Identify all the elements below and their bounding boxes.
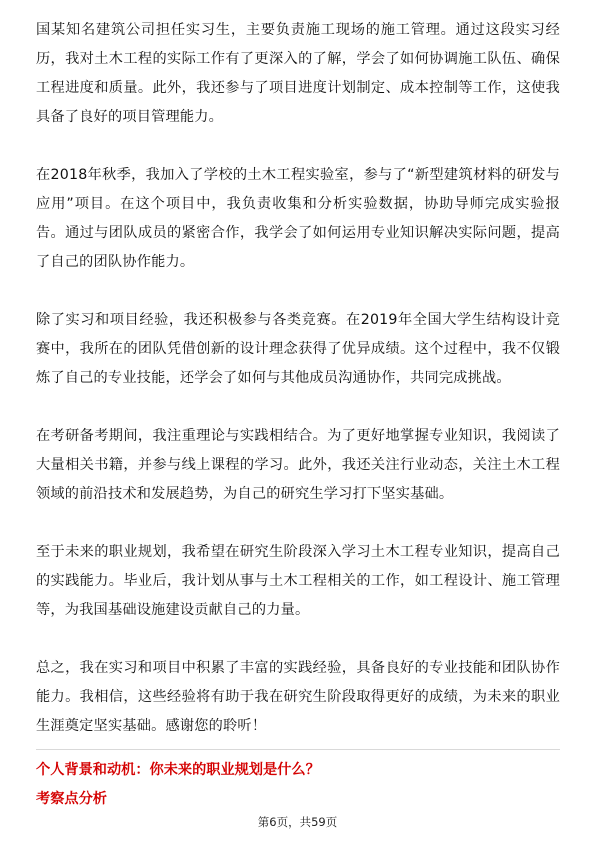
page-number: 第6页，共59页 [257,815,338,829]
question-heading: 个人背景和动机：你未来的职业规划是什么？ [36,762,320,778]
paragraph-career-plan: 至于未来的职业规划，我希望在研究生阶段深入学习土木工程专业知识，提高自己的实践能力。毕业后，我计划从事与土木工程相关的工作，如工程设计、施工管理等，为我国基础设施建设贡献自己的力量。 [36,544,560,618]
document-body [36,16,560,814]
paragraph-exam-prep: 在考研备考期间，我注重理论与实践相结合。为了更好地掌握专业知识，我阅读了大量相关书籍，并参与线上课程的学习。此外，我还关注行业动态，关注土木工程领域的前沿技术和发展趋势，为自己的研究生学习打下坚实基础。 [36,428,560,502]
paragraph-internship: 国某知名建筑公司担任实习生，主要负责施工现场的施工管理。通过这段实习经历，我对土木工程的实际工作有了更深入的了解，学会了如何协调施工队伍、确保工程进度和质量。此外，我还参与了项目进度计划制定、成本控制等工作，这使我具备了良好的项目管理能力。 [36,22,560,125]
analysis-subheading: 考察点分析 [36,791,107,807]
section-divider [36,749,560,750]
paragraph-competition: 除了实习和项目经验，我还积极参与各类竞赛。在2019年全国大学生结构设计竞赛中，我所在的团队凭借创新的设计理念获得了优异成绩。这个过程中，我不仅锻炼了自己的专业技能，还学会了如何与其他成员沟通协作，共同完成挑战。 [36,312,560,386]
paragraph-summary: 总之，我在实习和项目中积累了丰富的实践经验，具备良好的专业技能和团队协作能力。我相信，这些经验将有助于我在研究生阶段取得更好的成绩，为未来的职业生涯奠定坚实基础。感谢您的聆听！ [36,660,560,734]
paragraph-lab-project: 在2018年秋季，我加入了学校的土木工程实验室，参与了“新型建筑材料的研发与应用”项目。在这个项目中，我负责收集和分析实验数据，协助导师完成实验报告。通过与团队成员的紧密合作，我学会了如何运用专业知识解决实际问题，提高了自己的团队协作能力。 [36,167,560,270]
